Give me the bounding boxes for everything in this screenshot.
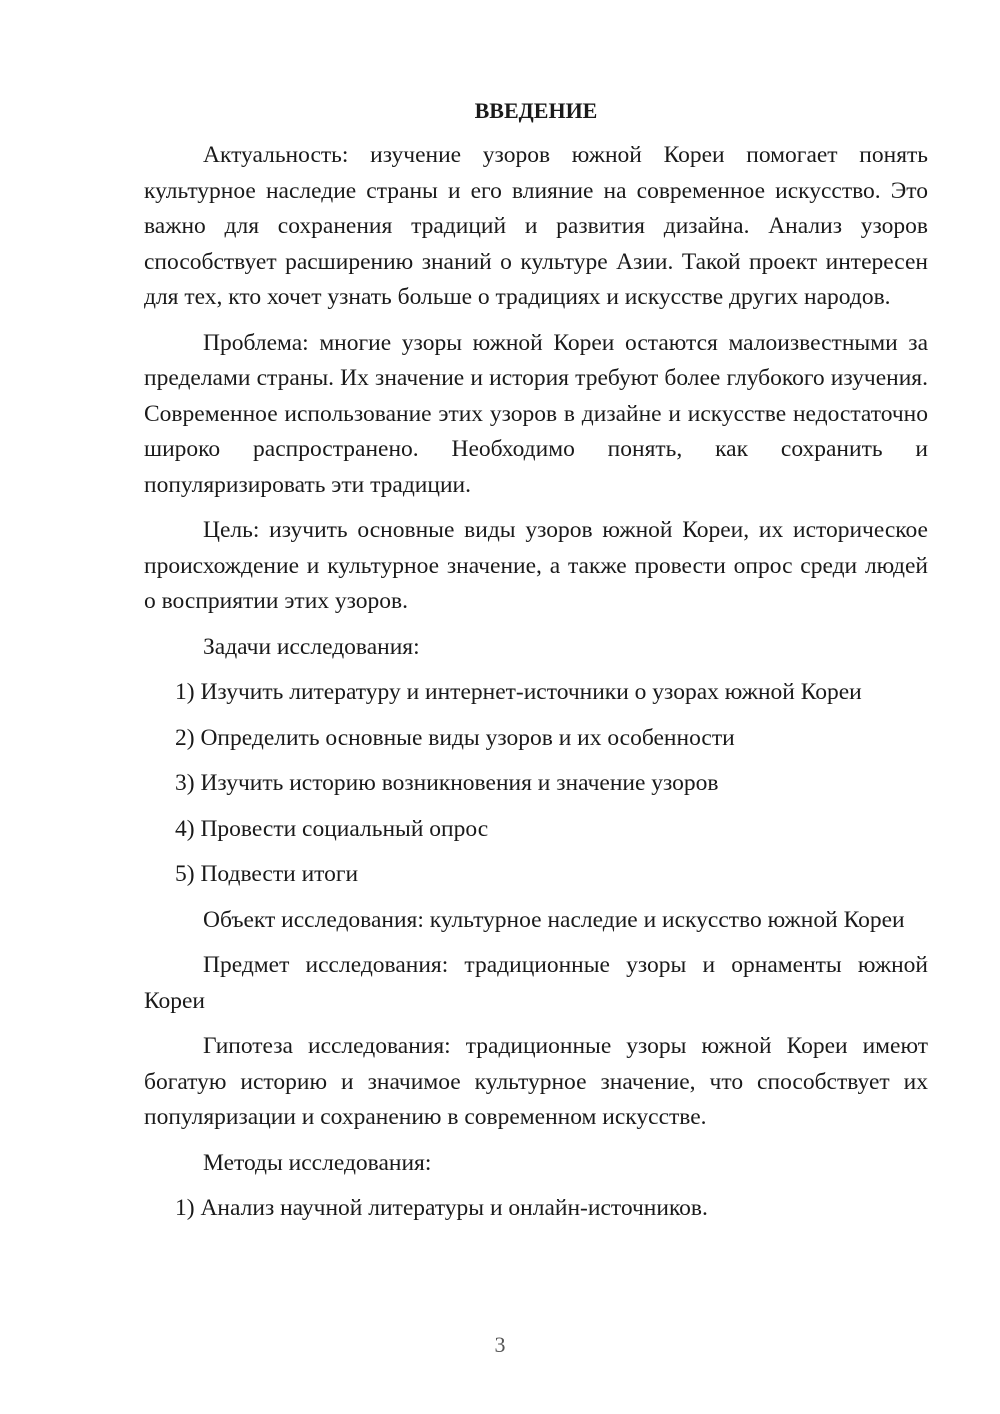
task-item: 1) Изучить литературу и интернет-источники о узорах южной Кореи [175,679,862,705]
goal-paragraph: Цель: изучить основные виды узоров южной Кореи, их историческое происхождение и культурное значение, а также провести опрос среди людей о восприятии этих узоров. [144,517,928,614]
methods-heading: Методы исследования: [203,1149,432,1176]
hypothesis-paragraph: Гипотеза исследования: традиционные узоры южной Кореи имеют богатую историю и значимое культурное значение, что способствует их популяризации и сохранению в современном искусстве. [144,1033,928,1130]
tasks-list [144,675,928,893]
task-item: 4) Провести социальный опрос [175,815,489,842]
page-content [144,94,928,1237]
tasks-heading: Задачи исследования: [203,633,420,660]
section-title: ВВЕДЕНИЕ [474,98,598,123]
page-number: 3 [494,1332,506,1357]
method-item: 1) Анализ научной литературы и онлайн-источников. [175,1195,708,1221]
task-item: 5) Подвести итоги [175,861,359,887]
problem-paragraph: Проблема: многие узоры южной Кореи остаются малоизвестными за пределами страны. Их значение и история требуют более глубокого изучения. Современное использование этих узоров в дизайне и искусстве недостаточно широко распространено. Необходимо понять, как сохранить и популяризировать эти традиции. [144,329,928,498]
task-item: 3) Изучить историю возникновения и значение узоров [175,770,719,796]
subject-paragraph: Предмет исследования: традиционные узоры и орнаменты южной Кореи [144,952,928,1014]
relevance-paragraph: Актуальность: изучение узоров южной Кореи помогает понять культурное наследие страны и его влияние на современное искусство. Это важно для сохранения традиций и развития дизайна. Анализ узоров способствует расширению знаний о культуре Азии. Такой проект интересен для тех, кто хочет узнать больше о традициях и искусстве других народов. [144,142,928,310]
methods-list [144,1191,928,1227]
task-item: 2) Определить основные виды узоров и их особенности [175,724,735,751]
object-paragraph: Объект исследования: культурное наследие и искусство южной Кореи [203,906,905,933]
